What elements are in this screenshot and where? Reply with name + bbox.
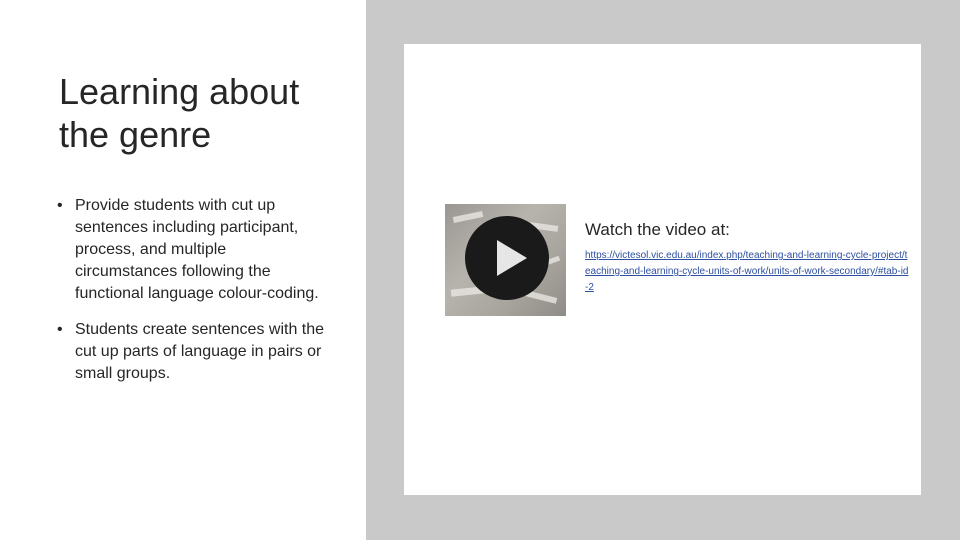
watch-video-label: Watch the video at: bbox=[585, 220, 730, 239]
play-button[interactable] bbox=[465, 216, 549, 300]
bullet-dot: • bbox=[57, 321, 63, 338]
bullet-text: Provide students with cut up sentences including participant, process, and multiple circumstances following the functional language colour-coding. bbox=[75, 197, 319, 302]
video-thumbnail[interactable] bbox=[445, 204, 566, 316]
bullet-dot: • bbox=[57, 197, 63, 214]
bullet-item bbox=[57, 195, 327, 305]
bullet-item bbox=[57, 319, 327, 385]
play-icon bbox=[465, 216, 549, 300]
bullet-text: Students create sentences with the cut up parts of language in pairs or small groups. bbox=[75, 321, 325, 382]
bullet-list bbox=[57, 195, 327, 399]
video-link[interactable]: https://victesol.vic.edu.au/index.php/teaching-and-learning-cycle-project/teaching-and-learning-cycle-units-of-work/units-of-work-secondary/#tab-id-2 bbox=[585, 250, 909, 293]
slide-title: Learning about the genre bbox=[59, 71, 300, 155]
